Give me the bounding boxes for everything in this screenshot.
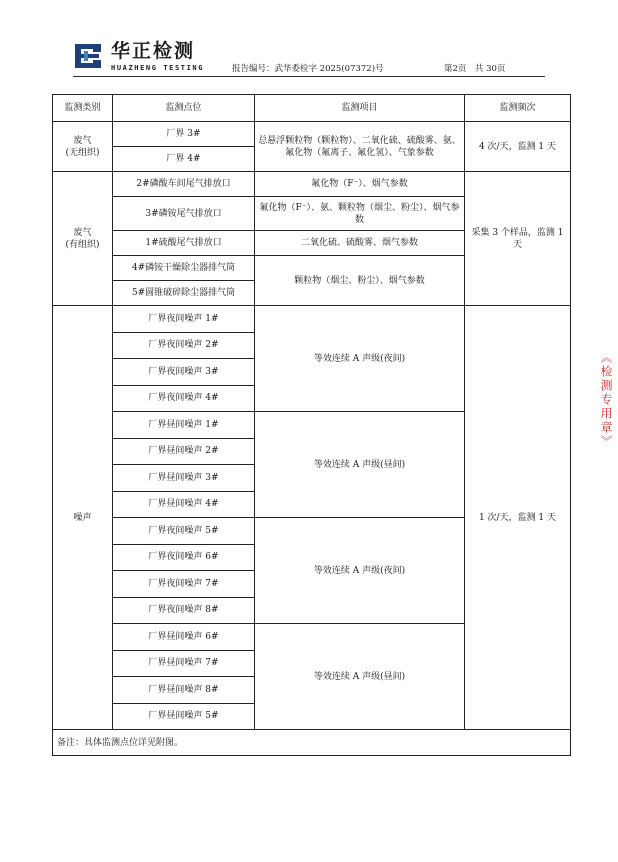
point-cell: 厂界夜间噪声 6# — [113, 544, 255, 571]
table-row — [53, 172, 571, 197]
category-name: 废气 — [73, 135, 92, 146]
note-row — [53, 730, 571, 756]
company-logo-icon — [73, 41, 103, 71]
table-row — [53, 122, 571, 147]
category-cell — [53, 122, 113, 172]
note-text: 备注：具体监测点位详见附图。 — [53, 730, 571, 756]
item-cell: 总悬浮颗粒物（颗粒物）、二氧化硫、硫酸雾、氨、氟化物（氟离子、氟化氢）、气象参数 — [255, 122, 465, 172]
point-cell: 厂界夜间噪声 2# — [113, 332, 255, 359]
point-cell: 5#圆锥破碎除尘器排气筒 — [113, 281, 255, 306]
point-cell: 厂界昼间噪声 2# — [113, 438, 255, 465]
frequency-cell: 1 次/天，监测 1 天 — [465, 306, 571, 730]
point-cell: 厂界夜间噪声 3# — [113, 359, 255, 386]
table-row — [53, 306, 571, 333]
report-number: 报告编号：武华委检字 2025(07372)号 — [232, 64, 384, 74]
header-frequency: 监测频次 — [465, 95, 571, 122]
page-number: 第2页 共 30页 — [444, 64, 506, 74]
point-cell: 厂界昼间噪声 1# — [113, 412, 255, 439]
point-cell: 厂界夜间噪声 8# — [113, 597, 255, 624]
item-cell: 氟化物（F⁻）、烟气参数 — [255, 172, 465, 197]
item-cell: 等效连续 A 声级(夜间) — [255, 306, 465, 412]
category-type: (无组织) — [65, 147, 100, 158]
point-cell: 厂界 4# — [113, 147, 255, 172]
point-cell: 3#磷铵尾气排放口 — [113, 197, 255, 231]
point-cell: 厂界夜间噪声 1# — [113, 306, 255, 333]
logo-english-name: HUAZHENG TESTING — [111, 64, 205, 72]
point-cell: 厂界夜间噪声 7# — [113, 571, 255, 598]
point-cell: 厂界夜间噪声 4# — [113, 385, 255, 412]
report-header — [0, 0, 618, 80]
monitoring-table — [52, 94, 571, 756]
item-cell: 等效连续 A 声级(昼间) — [255, 412, 465, 518]
point-cell: 厂界昼间噪声 4# — [113, 491, 255, 518]
category-name: 废气 — [73, 227, 92, 238]
point-cell: 1#硫酸尾气排放口 — [113, 231, 255, 256]
item-cell: 氟化物（F⁻）、氨、颗粒物（烟尘、粉尘）、烟气参数 — [255, 197, 465, 231]
category-cell — [53, 172, 113, 306]
seal-stamp — [598, 351, 618, 449]
header-category: 监测类别 — [53, 95, 113, 122]
point-cell: 厂界昼间噪声 7# — [113, 650, 255, 677]
point-cell: 厂界 3# — [113, 122, 255, 147]
point-cell: 厂界昼间噪声 6# — [113, 624, 255, 651]
point-cell: 厂界夜间噪声 5# — [113, 518, 255, 545]
category-cell: 噪声 — [53, 306, 113, 730]
frequency-cell: 4 次/天，监测 1 天 — [465, 122, 571, 172]
point-cell: 厂界昼间噪声 5# — [113, 703, 255, 730]
item-cell: 二氧化硫、硫酸雾、烟气参数 — [255, 231, 465, 256]
header-divider — [73, 76, 545, 77]
item-cell: 等效连续 A 声级(夜间) — [255, 518, 465, 624]
header-item: 监测项目 — [255, 95, 465, 122]
frequency-cell: 采集 3 个样品，监测 1 天 — [465, 172, 571, 306]
seal-stamp-text: 《检测专用章》 — [599, 351, 613, 449]
item-cell: 颗粒物（烟尘、粉尘）、烟气参数 — [255, 256, 465, 306]
header-point: 监测点位 — [113, 95, 255, 122]
point-cell: 厂界昼间噪声 3# — [113, 465, 255, 492]
point-cell: 厂界昼间噪声 8# — [113, 677, 255, 704]
point-cell: 2#磷酸车间尾气排放口 — [113, 172, 255, 197]
logo-chinese-name: 华正检测 — [111, 40, 196, 62]
table-header-row — [53, 95, 571, 122]
point-cell: 4#磷铵干燥除尘器排气筒 — [113, 256, 255, 281]
item-cell: 等效连续 A 声级(昼间) — [255, 624, 465, 730]
category-type: (有组织) — [65, 239, 100, 250]
